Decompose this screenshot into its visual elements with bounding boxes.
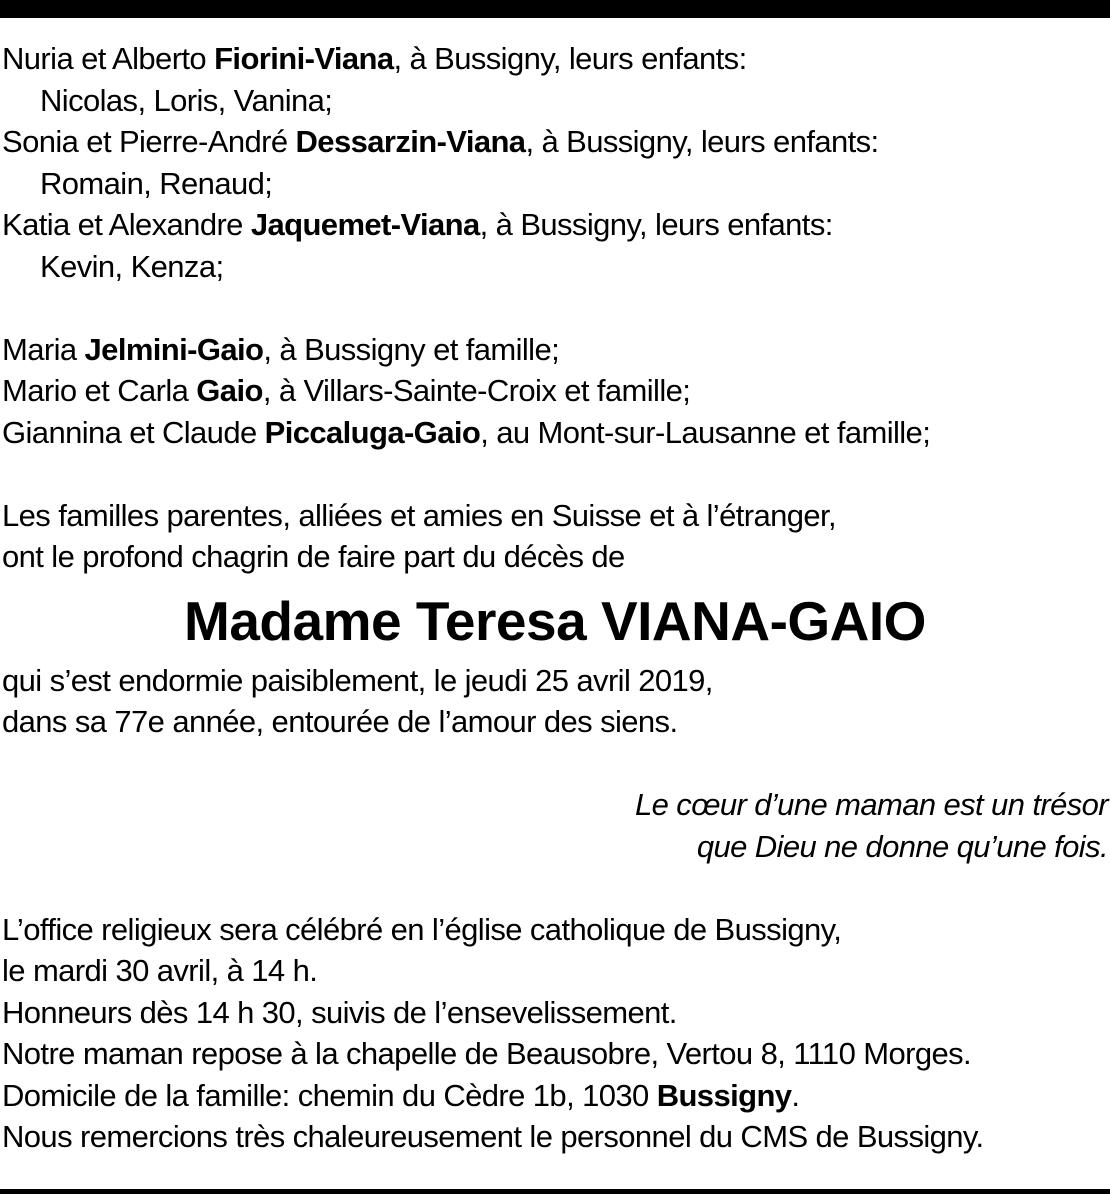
ceremony-line-5-bold: Bussigny [656, 1077, 792, 1113]
family-3-children: Kevin, Kenza; [40, 248, 224, 284]
ceremony-line-6: Nous remercions très chaleureusement le personnel du CMS de Bussigny. [2, 1119, 984, 1154]
relative-line-3 [2, 412, 1108, 454]
family-3-surname: Jaquemet-Viana [250, 207, 480, 242]
quote-line-2: que Dieu ne donne qu’une fois. [696, 828, 1108, 864]
relative-1-prefix: Maria [2, 331, 85, 367]
spacer [2, 287, 1108, 329]
family-1-prefix: Nuria et Alberto [2, 41, 215, 76]
family-1-suffix: , à Bussigny, leurs enfants: [393, 41, 747, 76]
relative-1-surname: Jelmini-Gaio [84, 331, 264, 367]
deceased-name: Madame Teresa VIANA-GAIO [184, 589, 926, 652]
family-1-children: Nicolas, Loris, Vanina; [40, 82, 333, 118]
death-details-line-1: qui s’est endormie paisiblement, le jeudi 25 avril 2019, [2, 662, 713, 698]
relative-3-suffix: , au Mont-sur-Lausanne et famille; [480, 414, 931, 450]
family-3-prefix: Katia et Alexandre [2, 207, 251, 242]
relative-2-prefix: Mario et Carla [2, 373, 197, 408]
family-2-surname: Dessarzin-Viana [295, 124, 526, 159]
spacer [2, 867, 1108, 909]
relative-1-suffix: , à Bussigny et famille; [263, 331, 560, 367]
family-1-surname: Fiorini-Viana [214, 41, 394, 76]
announcement-line-1: Les familles parentes, alliées et amies en Suisse et à l’étranger, [2, 497, 837, 533]
relative-line-2 [2, 370, 1108, 412]
family-2-children: Romain, Renaud; [40, 165, 273, 201]
ceremony-line-5-suffix: . [791, 1077, 800, 1113]
ceremony-line-1: L’office religieux sera célébré en l’église catholique de Bussigny, [2, 911, 842, 947]
ceremony-line-3: Honneurs dès 14 h 30, suivis de l’ensevelissement. [2, 994, 677, 1030]
ceremony-line-2: le mardi 30 avril, à 14 h. [2, 953, 318, 988]
obituary-body [2, 38, 1108, 1158]
death-details-line-2: dans sa 77e année, entourée de l’amour des siens. [2, 704, 678, 739]
family-line-2 [2, 121, 1108, 163]
family-line-3 [2, 204, 1108, 246]
family-2-prefix: Sonia et Pierre-André [2, 124, 296, 159]
relative-line-1 [2, 329, 1108, 371]
quote-line-1: Le cœur d’une maman est un trésor [635, 787, 1108, 822]
family-3-suffix: , à Bussigny, leurs enfants: [479, 207, 833, 242]
relative-2-suffix: , à Villars-Sainte-Croix et famille; [262, 373, 691, 408]
relative-2-surname: Gaio [196, 373, 263, 408]
spacer [2, 743, 1108, 785]
announcement-line-2: ont le profond chagrin de faire part du décès de [2, 539, 625, 574]
ceremony-line-4: Notre maman repose à la chapelle de Beausobre, Vertou 8, 1110 Morges. [2, 1036, 972, 1071]
family-line-1 [2, 38, 1108, 80]
relative-3-surname: Piccaluga-Gaio [264, 414, 481, 450]
ceremony-line-5-prefix: Domicile de la famille: chemin du Cèdre 1b, 1030 [2, 1077, 657, 1113]
ceremony-line-5 [2, 1075, 1108, 1117]
bottom-rule [0, 1189, 1110, 1194]
top-rule [0, 0, 1110, 18]
relative-3-prefix: Giannina et Claude [2, 414, 265, 450]
spacer [2, 453, 1108, 495]
family-2-suffix: , à Bussigny, leurs enfants: [525, 124, 879, 159]
